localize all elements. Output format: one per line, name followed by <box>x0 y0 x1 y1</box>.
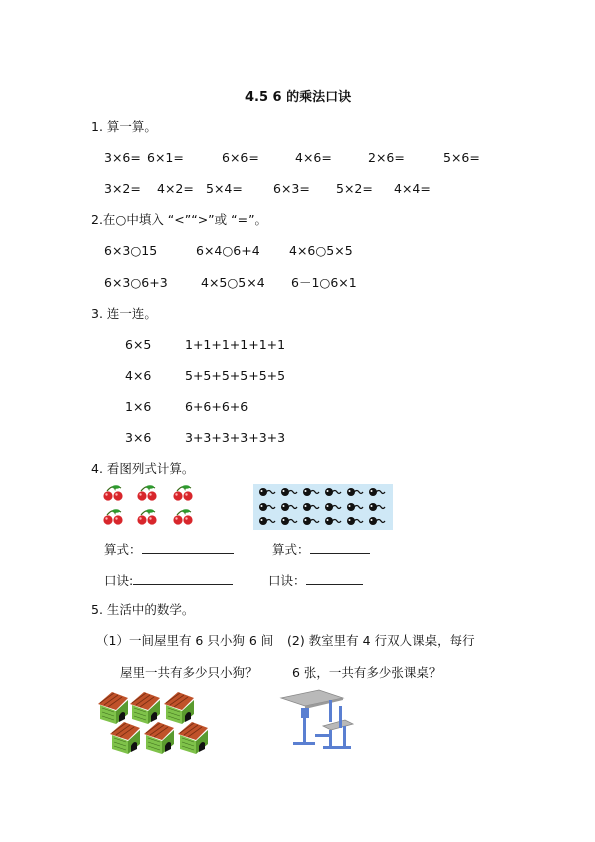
q1-item: 5×6= <box>443 150 480 165</box>
dog-houses-image <box>96 690 220 756</box>
q1-item: 2×6= <box>368 150 405 165</box>
q1-item: 5×2= <box>336 181 373 196</box>
q3-left-item: 3×6 <box>125 430 152 445</box>
rhyme-row-b <box>268 572 363 589</box>
q1-item: 3×2= <box>104 181 141 196</box>
q3-left-item: 1×6 <box>125 399 152 414</box>
formula-label: 算式： <box>272 542 310 557</box>
q1-item: 6×1= <box>147 150 184 165</box>
answer-blank[interactable] <box>133 572 233 585</box>
q3-right-item: 6+6+6+6 <box>185 399 249 414</box>
tadpoles-image <box>253 484 393 530</box>
q1-item: 4×4= <box>394 181 431 196</box>
q3-right-item: 1+1+1+1+1+1 <box>185 337 286 352</box>
problem-2-line-1: (2) 教室里有 4 行双人课桌，每行 <box>287 633 475 648</box>
desk-image <box>279 688 359 754</box>
problem-1-line-2: 屋里一共有多少只小狗？ <box>120 665 258 680</box>
q2-item: 6×4○6+4 <box>196 243 260 258</box>
q1-heading: 1. 算一算。 <box>91 119 157 134</box>
q2-item: 4×6○5×5 <box>289 243 353 258</box>
q1-item: 3×6= <box>104 150 141 165</box>
rhyme-label: 口诀: <box>104 573 134 588</box>
rhyme-row-a <box>104 572 233 589</box>
q2-item: 6×3○6+3 <box>104 275 168 290</box>
q3-left-item: 6×5 <box>125 337 152 352</box>
rhyme-label: 口诀： <box>268 573 306 588</box>
problem-2-line-2: 6 张，一共有多少张课桌？ <box>292 665 442 680</box>
q3-right-item: 5+5+5+5+5+5 <box>185 368 286 383</box>
formula-label: 算式： <box>104 542 142 557</box>
q3-left-item: 4×6 <box>125 368 152 383</box>
cherries-image <box>101 485 201 531</box>
answer-blank[interactable] <box>306 572 363 585</box>
q1-item: 6×3= <box>273 181 310 196</box>
q3-heading: 3. 连一连。 <box>91 306 157 321</box>
answer-blank[interactable] <box>310 541 370 554</box>
q2-item: 6－1○6×1 <box>291 275 357 290</box>
q1-item: 5×4= <box>206 181 243 196</box>
q1-item: 4×2= <box>157 181 194 196</box>
q4-heading: 4. 看图列式计算。 <box>91 461 195 476</box>
problem-1-line-1: （1）一间屋里有 6 只小狗 6 间 <box>96 633 274 648</box>
q2-item: 4×5○5×4 <box>201 275 265 290</box>
q3-right-item: 3+3+3+3+3+3 <box>185 430 286 445</box>
q5-heading: 5. 生活中的数学。 <box>91 602 195 617</box>
q2-item: 6×3○15 <box>104 243 158 258</box>
answer-blank[interactable] <box>142 541 234 554</box>
page-title: 4.5 6 的乘法口诀 <box>245 90 352 105</box>
q1-item: 6×6= <box>222 150 259 165</box>
formula-row-b <box>272 541 370 558</box>
q2-heading: 2.在○中填入 “<”“>”或 “=”。 <box>91 212 268 227</box>
formula-row-a <box>104 541 234 558</box>
q1-item: 4×6= <box>295 150 332 165</box>
